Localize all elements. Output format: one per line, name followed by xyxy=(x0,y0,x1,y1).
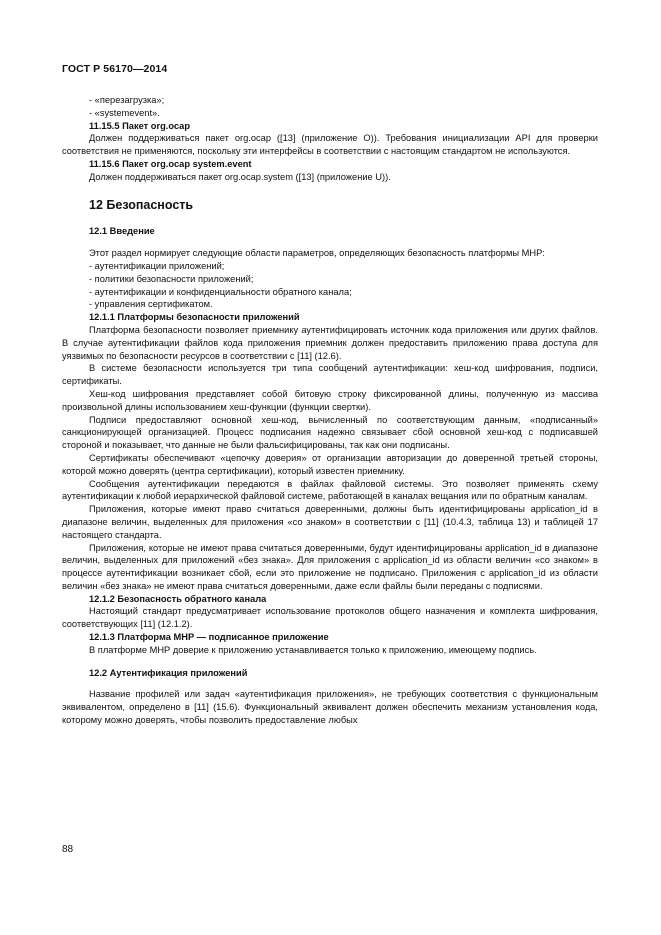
paragraph: Приложения, которые имеют право считаться доверенными, должны быть идентифицированы application_id в диапазоне величин, выделенных для приложения «со знаком» в соответствии с [11] (10.4.3, таблица 13) и таблицей 17 настоящего стандарта. xyxy=(62,504,598,540)
heading-12-1: 12.1 Введение xyxy=(89,226,155,237)
paragraph: В системе безопасности используется три типа сообщений аутентификации: хеш-код шифрования, подписи, сертификаты. xyxy=(62,363,598,387)
paragraph: Подписи предоставляют основной хеш-код, вычисленный по соответствующим данным, «подписанный» санкционирующей организацией. Процесс подписания надежно связывает сбой основной хеш-код с подписавшей стороной и показывает, что данные не были фальсифицированы, так как они подписаны. xyxy=(62,414,598,451)
page-number: 88 xyxy=(62,844,74,855)
list-item: - аутентификации приложений; xyxy=(89,260,225,271)
paragraph: Сообщения аутентификации передаются в файлах файловой системы. Это позволяет применять схему аутентификации к любой иерархической файловой системе, работающей в каналах вещания или по обратным каналам. xyxy=(62,478,598,502)
paragraph: Должен поддерживаться пакет org.ocap ([13] (приложение O)). Требования инициализации API для проверки соответствия не применяются, поскольку эти интерфейсы в соответствии с настоящим стандартом не используются. xyxy=(62,133,598,157)
list-item: - «перезагрузка»; xyxy=(89,95,165,105)
paragraph: Платформа безопасности позволяет приемнику аутентифицировать источник кода приложения или других файлов. В случае аутентификации файлов кода приложения приемник должен предоставить приложению права доступа для уязвимых по безопасности ресурсов в соответствии с [11] (12.6). xyxy=(62,324,598,361)
heading-11-15-5: 11.15.5 Пакет org.ocap xyxy=(89,120,191,131)
list-item: - «systemevent». xyxy=(89,107,160,118)
heading-12-2: 12.2 Аутентификация приложений xyxy=(89,667,248,678)
paragraph: Этот раздел нормирует следующие области параметров, определяющих безопасность платформы МНР: xyxy=(89,248,545,259)
heading-11-15-6: 11.15.6 Пакет org.ocap system.event xyxy=(89,158,252,169)
document-header: ГОСТ Р 56170—2014 xyxy=(62,63,168,75)
document-body xyxy=(62,94,598,727)
heading-12-1-2: 12.1.2 Безопасность обратного канала xyxy=(89,593,267,604)
paragraph: Приложения, которые не имеют права считаться доверенными, будут идентифицированы application_id в диапазоне величин, выделенных для приложений «без знака». Для приложения с application_id из области величин «со знаком» в процессе аутентификации возникает сбой, если это приложение не подписано. Приложения с application_id из области величин «без знака» не имеют права считаться доверенными, даже если файлы были переданы с подписями. xyxy=(62,542,598,591)
paragraph: Хеш-код шифрования представляет собой битовую строку фиксированной длины, полученную из массива произвольной длины использованием хеш-функции (функции свертки). xyxy=(62,388,598,412)
list-item: - политики безопасности приложений; xyxy=(89,273,254,284)
list-item: - аутентификации и конфиденциальности обратного канала; xyxy=(89,286,352,297)
paragraph: В платформе МНР доверие к приложению устанавливается только к приложению, имеющему подпись. xyxy=(89,644,537,655)
section-heading-12: 12 Безопасность xyxy=(89,197,194,212)
paragraph: Должен поддерживаться пакет org.ocap.system ([13] (приложение U)). xyxy=(89,171,391,182)
paragraph: Название профилей или задач «аутентификация приложения», не требующих соответствия с функциональным эквивалентом, определено в [11] (15.6). Функциональный эквивалент должен обеспечить механизм установления кода, которому можно доверять, чтобы позволить предоставление любых xyxy=(62,689,598,726)
heading-12-1-1: 12.1.1 Платформы безопасности приложений xyxy=(89,312,300,323)
paragraph: Настоящий стандарт предусматривает использование протоколов общего назначения и комплекта шифрования, соответствующих [11] (12.1.2). xyxy=(62,606,598,630)
heading-12-1-3: 12.1.3 Платформа МНР — подписанное приложение xyxy=(89,632,329,643)
list-item: - управления сертификатом. xyxy=(89,299,213,310)
paragraph: Сертификаты обеспечивают «цепочку доверия» от организации авторизации до доверенной третьей стороны, которой можно доверять (центра сертификации), который известен приемнику. xyxy=(62,452,598,476)
